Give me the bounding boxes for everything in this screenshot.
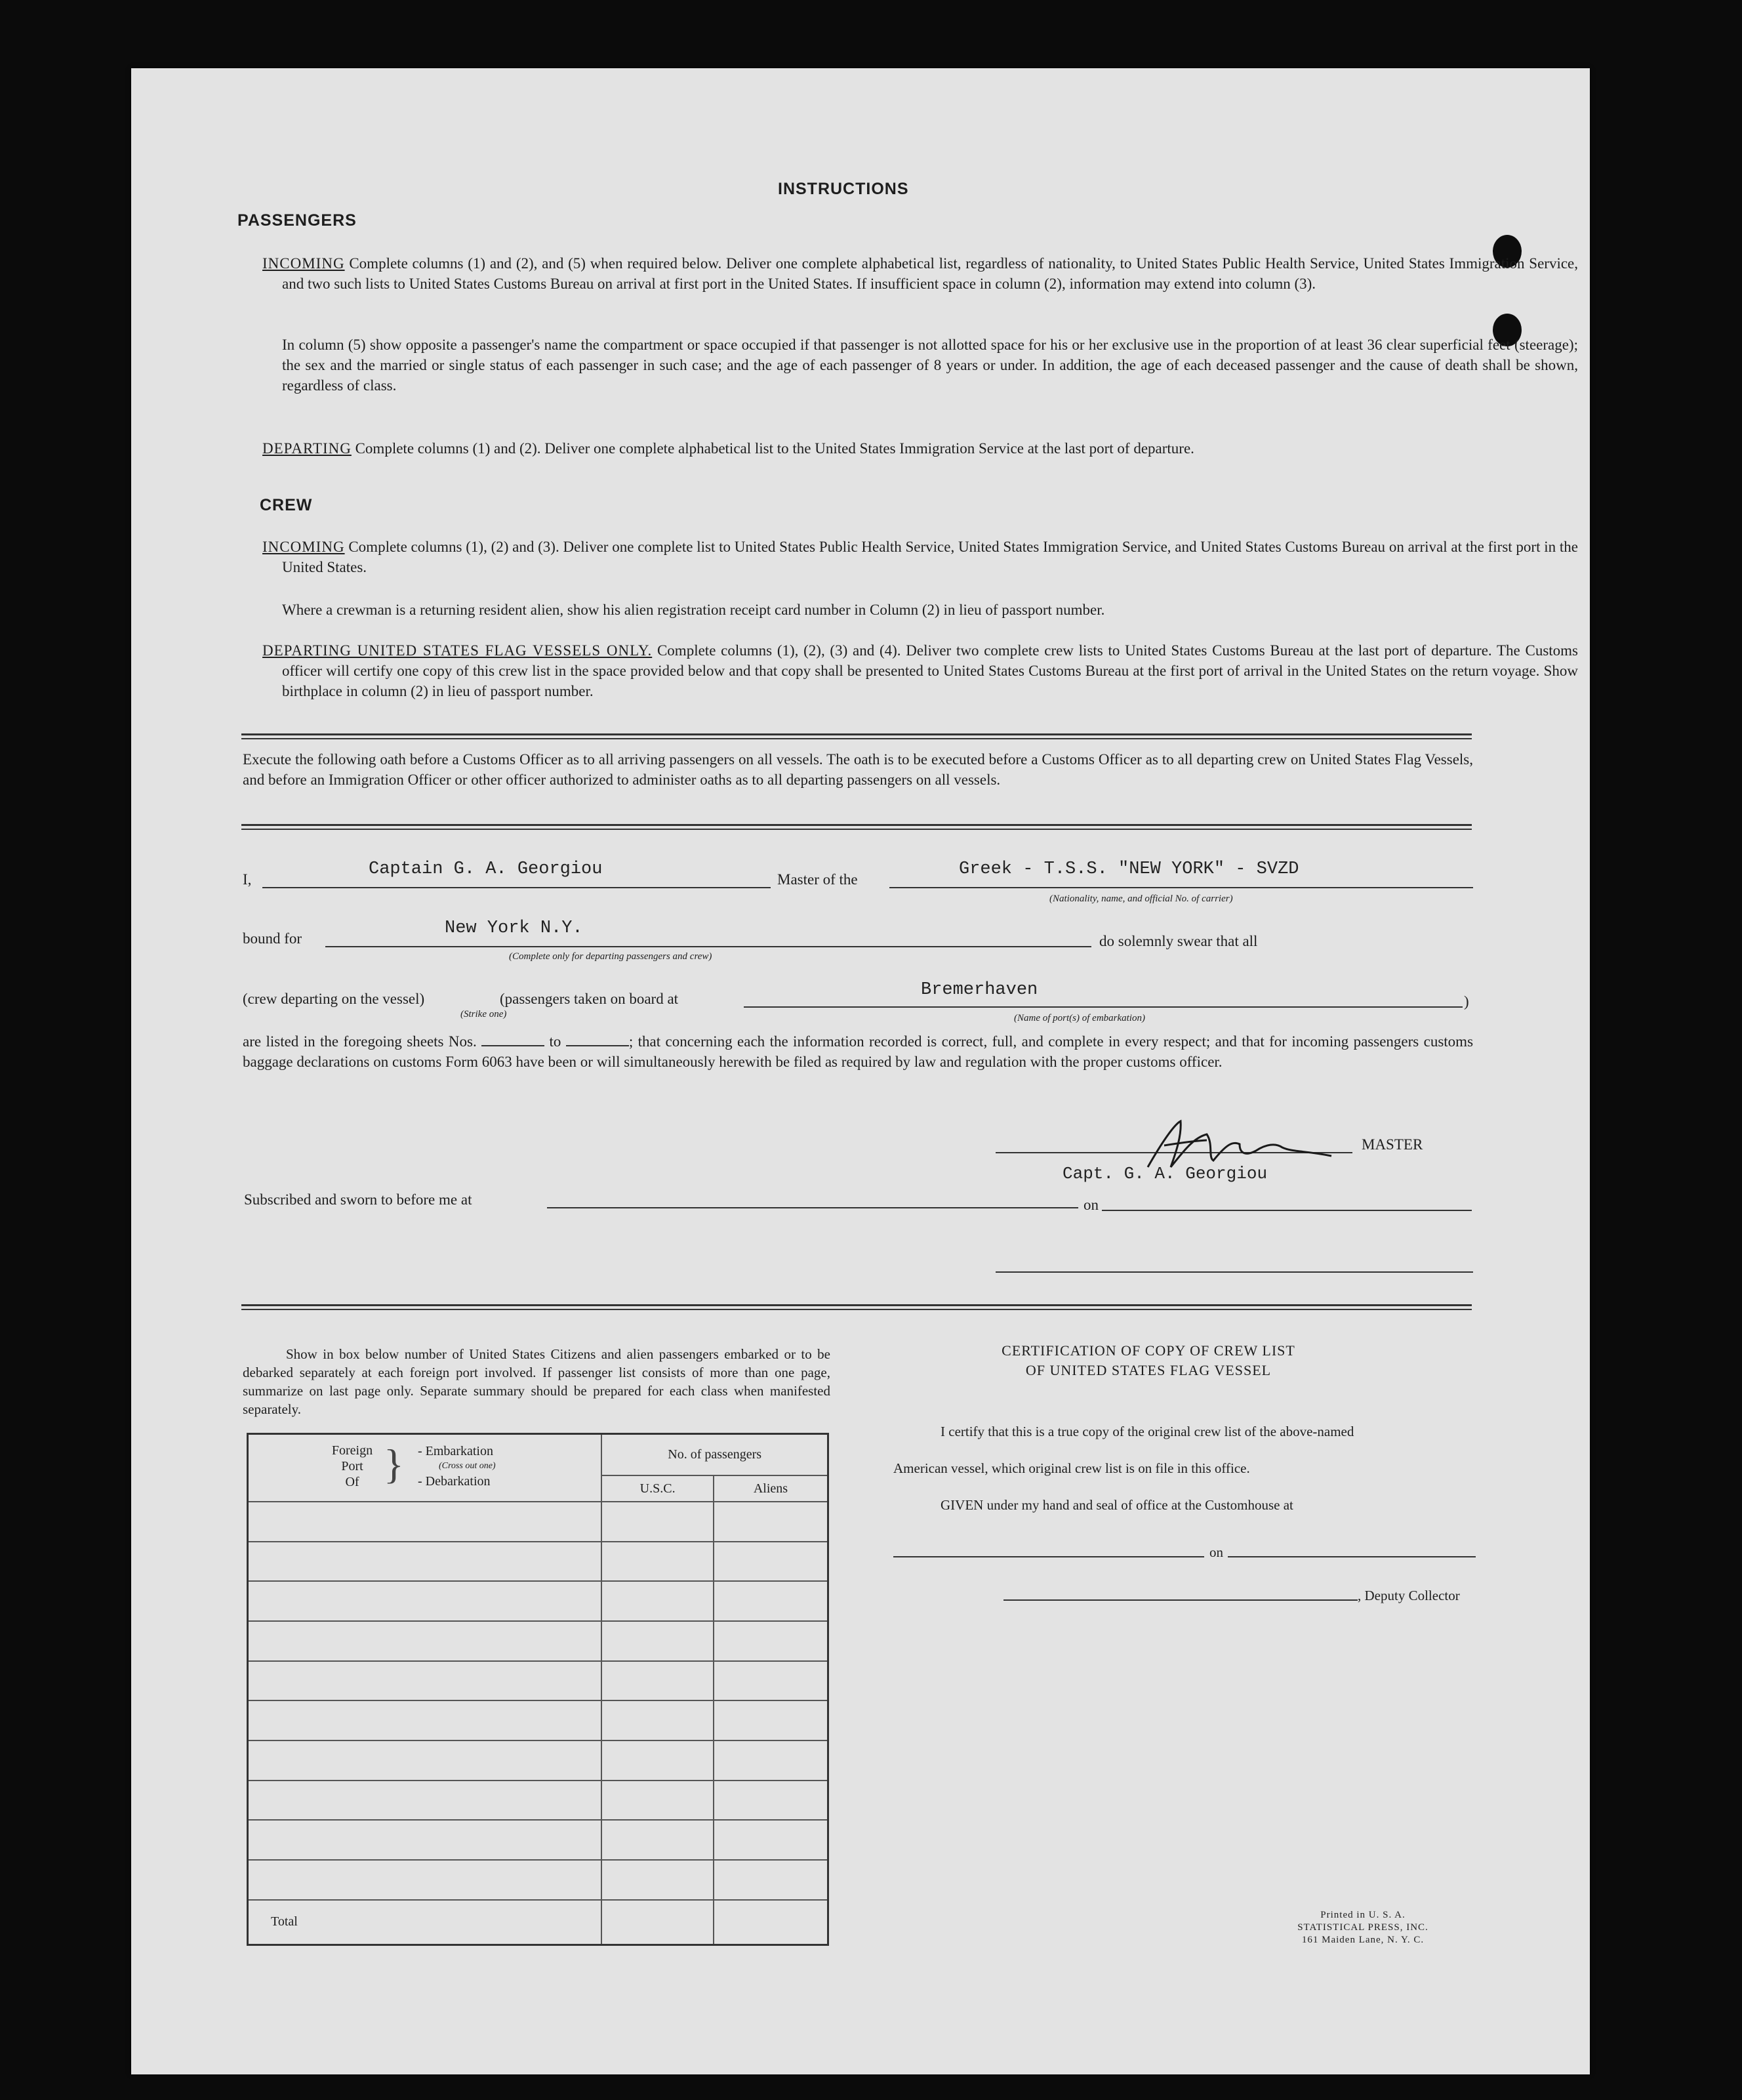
column5-paragraph: In column (5) show opposite a passenger's name the compartment or space occupied if that passenger is not allotted space for his or her exclusive use in the proportion of at least 36 clear superficial feet (steerage); the sex and the married or single status of each passenger in such case; and the age of each passenger of 8 years or under. In addition, the age of each deceased passenger and the cause of death shall be shown, regardless of class.	[282, 337, 1578, 394]
usc-cell[interactable]	[601, 1781, 714, 1821]
aliens-cell[interactable]	[714, 1621, 828, 1661]
certification-on-label: on	[1209, 1544, 1223, 1560]
section-divider	[241, 824, 1472, 830]
usc-cell[interactable]	[601, 1661, 714, 1701]
passenger-summary-table	[247, 1433, 829, 1946]
port-label: Port	[341, 1459, 363, 1473]
crew-departing-option: (crew departing on the vessel)	[243, 991, 425, 1007]
bound-for-line	[325, 946, 1091, 947]
aliens-cell[interactable]	[714, 1740, 828, 1781]
total-label: Total	[248, 1900, 602, 1945]
aliens-cell[interactable]	[714, 1781, 828, 1821]
aliens-cell[interactable]	[714, 1860, 828, 1900]
sheet-from-field[interactable]	[481, 1045, 544, 1046]
passengers-departing-paragraph	[262, 438, 1578, 459]
certify-text-2: American vessel, which original crew list is on file in this office.	[893, 1460, 1250, 1476]
sheets-label: are listed in the foregoing sheets Nos.	[243, 1033, 477, 1050]
section-divider	[241, 1304, 1472, 1310]
crew-departing-paragraph	[262, 640, 1579, 701]
usc-cell[interactable]	[601, 1860, 714, 1900]
swear-label: do solemnly swear that all	[1099, 933, 1258, 949]
port-cell[interactable]	[248, 1860, 602, 1900]
i-label: I,	[243, 871, 252, 888]
passengers-departing-label: DEPARTING	[262, 440, 352, 457]
usc-header: U.S.C.	[601, 1475, 714, 1502]
cross-out-caption: (Cross out one)	[439, 1461, 496, 1471]
passengers-departing-text: Complete columns (1) and (2). Deliver one complete alphabetical list to the United States Immigration Service at the last port of departure.	[355, 440, 1194, 457]
usc-cell[interactable]	[601, 1820, 714, 1860]
certification-heading	[1001, 1341, 1296, 1380]
sheets-rest-text: ; that concerning each the information recorded is correct, full, and complete in every respect; and that for incoming passengers customs baggage declarations on customs Form 6063 have been or will simultaneously herewith be filed as required by law and regulation with the proper customs officer.	[243, 1033, 1474, 1070]
crew-incoming-label: INCOMING	[262, 539, 345, 555]
of-label: Of	[345, 1475, 359, 1489]
customhouse-line[interactable]	[893, 1556, 1204, 1557]
strike-one-caption: (Strike one)	[460, 1009, 507, 1019]
vessel-field[interactable]: Greek - T.S.S. "NEW YORK" - SVZD	[959, 859, 1299, 879]
port-cell[interactable]	[248, 1661, 602, 1701]
bound-for-label: bound for	[243, 930, 302, 947]
given-text: GIVEN under my hand and seal of office at the Customhouse at	[941, 1497, 1293, 1513]
usc-cell[interactable]	[601, 1581, 714, 1621]
signed-name: Capt. G. A. Georgiou	[1063, 1164, 1268, 1184]
brace: }	[384, 1441, 404, 1487]
subscribed-place-line[interactable]	[547, 1207, 1078, 1208]
summary-note: Show in box below number of United States Citizens and alien passengers embarked or to be debarked separately at each foreign port involved. If passenger list consists of more than one page, summarize on last page only. Separate summary should be prepared for each class when manifested separately.	[243, 1346, 830, 1417]
port-cell[interactable]	[248, 1542, 602, 1582]
port-of-embarkation-field[interactable]: Bremerhaven	[921, 980, 1038, 1000]
port-caption: (Name of port(s) of embarkation)	[1014, 1013, 1145, 1023]
crew-departing-text: Complete columns (1), (2), (3) and (4). Deliver two complete crew lists to United States Customs Bureau at the last port of departure. The Customs officer will certify one copy of this crew list in the space provided below and that copy shall be presented to United States Customs Bureau at the first port of arrival in the United States on the return voyage. Show birthplace in column (2) in lieu of passport number.	[282, 642, 1579, 699]
port-line	[744, 1006, 1463, 1008]
printer-line-3: 161 Maiden Lane, N. Y. C.	[1301, 1935, 1425, 1945]
port-cell[interactable]	[248, 1820, 602, 1860]
sheets-paragraph	[243, 1031, 1473, 1072]
aliens-total-cell[interactable]	[714, 1900, 828, 1945]
master-of-label: Master of the	[777, 871, 858, 888]
passengers-incoming-label: INCOMING	[262, 255, 345, 272]
passengers-incoming-text: Complete columns (1) and (2), and (5) when required below. Deliver one complete alphabetical list, regardless of nationality, to United States Public Health Service, United States Immigration Service, and two such lists to United States Customs Bureau on arrival at first port in the United States. If insufficient space in column (2), information may extend into column (3).	[282, 255, 1579, 292]
passengers-incoming-paragraph	[262, 253, 1579, 294]
subscribed-date-line[interactable]	[1102, 1210, 1472, 1211]
officer-signature-line[interactable]	[996, 1271, 1473, 1273]
oath-instructions: Execute the following oath before a Customs Officer as to all arriving passengers on all vessels. The oath is to be executed before a Customs Officer as to all departing crew on United States Flag Vessels, and before an Immigration Officer or other officer authorized to administer oaths as to all departing passengers on all vessels.	[243, 751, 1473, 788]
printer-imprint	[1265, 1909, 1461, 1946]
port-cell[interactable]	[248, 1781, 602, 1821]
section-divider	[241, 733, 1472, 739]
port-cell[interactable]	[248, 1581, 602, 1621]
foreign-label: Foreign	[331, 1443, 373, 1458]
aliens-cell[interactable]	[714, 1581, 828, 1621]
aliens-cell[interactable]	[714, 1820, 828, 1860]
aliens-cell[interactable]	[714, 1502, 828, 1542]
certification-heading-2: OF UNITED STATES FLAG VESSEL	[1025, 1362, 1272, 1378]
aliens-cell[interactable]	[714, 1542, 828, 1582]
subscribed-label: Subscribed and sworn to before me at	[244, 1191, 472, 1208]
port-cell[interactable]	[248, 1621, 602, 1661]
master-label: MASTER	[1362, 1136, 1423, 1153]
port-cell[interactable]	[248, 1740, 602, 1781]
foreign-port-header	[248, 1434, 602, 1502]
aliens-cell[interactable]	[714, 1700, 828, 1740]
port-cell[interactable]	[248, 1700, 602, 1740]
printer-line-2: STATISTICAL PRESS, INC.	[1297, 1922, 1428, 1933]
instructions-title: INSTRUCTIONS	[778, 180, 909, 198]
bound-for-field[interactable]: New York N.Y.	[445, 918, 583, 938]
usc-cell[interactable]	[601, 1542, 714, 1582]
crew-incoming-paragraph	[262, 537, 1579, 577]
usc-cell[interactable]	[601, 1700, 714, 1740]
no-passengers-header: No. of passengers	[601, 1434, 828, 1476]
close-paren: )	[1464, 993, 1469, 1010]
to-label: to	[549, 1033, 561, 1050]
certify-text-1: I certify that this is a true copy of the original crew list of the above-named	[941, 1424, 1354, 1439]
aliens-header: Aliens	[714, 1475, 828, 1502]
crew-departing-label: DEPARTING UNITED STATES FLAG VESSELS ONLY.	[262, 642, 653, 659]
aliens-cell[interactable]	[714, 1661, 828, 1701]
master-name-field[interactable]: Captain G. A. Georgiou	[369, 859, 603, 879]
deputy-collector-label: , Deputy Collector	[1358, 1588, 1460, 1603]
sheet-to-field[interactable]	[566, 1045, 629, 1046]
subscribed-on-label: on	[1084, 1197, 1099, 1213]
printer-line-1: Printed in U. S. A.	[1320, 1910, 1406, 1920]
passengers-taken-option: (passengers taken on board at	[500, 991, 679, 1007]
certification-date-line[interactable]	[1228, 1556, 1476, 1557]
usc-total-cell[interactable]	[601, 1900, 714, 1945]
embarkation-label: - Embarkation	[418, 1444, 493, 1458]
crew-incoming-text: Complete columns (1), (2) and (3). Deliver one complete list to United States Public Health Service, United States Immigration Service, and United States Customs Bureau on arrival at the first port in the United States.	[282, 539, 1579, 575]
passengers-heading: PASSENGERS	[237, 211, 357, 230]
crew-heading: CREW	[260, 496, 313, 514]
vessel-line	[889, 887, 1473, 888]
vessel-caption: (Nationality, name, and official No. of carrier)	[1049, 894, 1233, 904]
document-sheet	[131, 68, 1590, 2074]
certification-heading-1: CERTIFICATION OF COPY OF CREW LIST	[1002, 1342, 1295, 1359]
usc-cell[interactable]	[601, 1740, 714, 1781]
crew-resident-paragraph: Where a crewman is a returning resident alien, show his alien registration receipt card number in Column (2) in lieu of passport number.	[282, 602, 1105, 618]
deputy-collector-line[interactable]	[1003, 1599, 1358, 1601]
debarkation-label: - Debarkation	[418, 1474, 491, 1489]
master-name-line	[262, 887, 771, 888]
port-cell[interactable]	[248, 1502, 602, 1542]
bound-for-caption: (Complete only for departing passengers and crew)	[509, 951, 712, 962]
usc-cell[interactable]	[601, 1621, 714, 1661]
usc-cell[interactable]	[601, 1502, 714, 1542]
